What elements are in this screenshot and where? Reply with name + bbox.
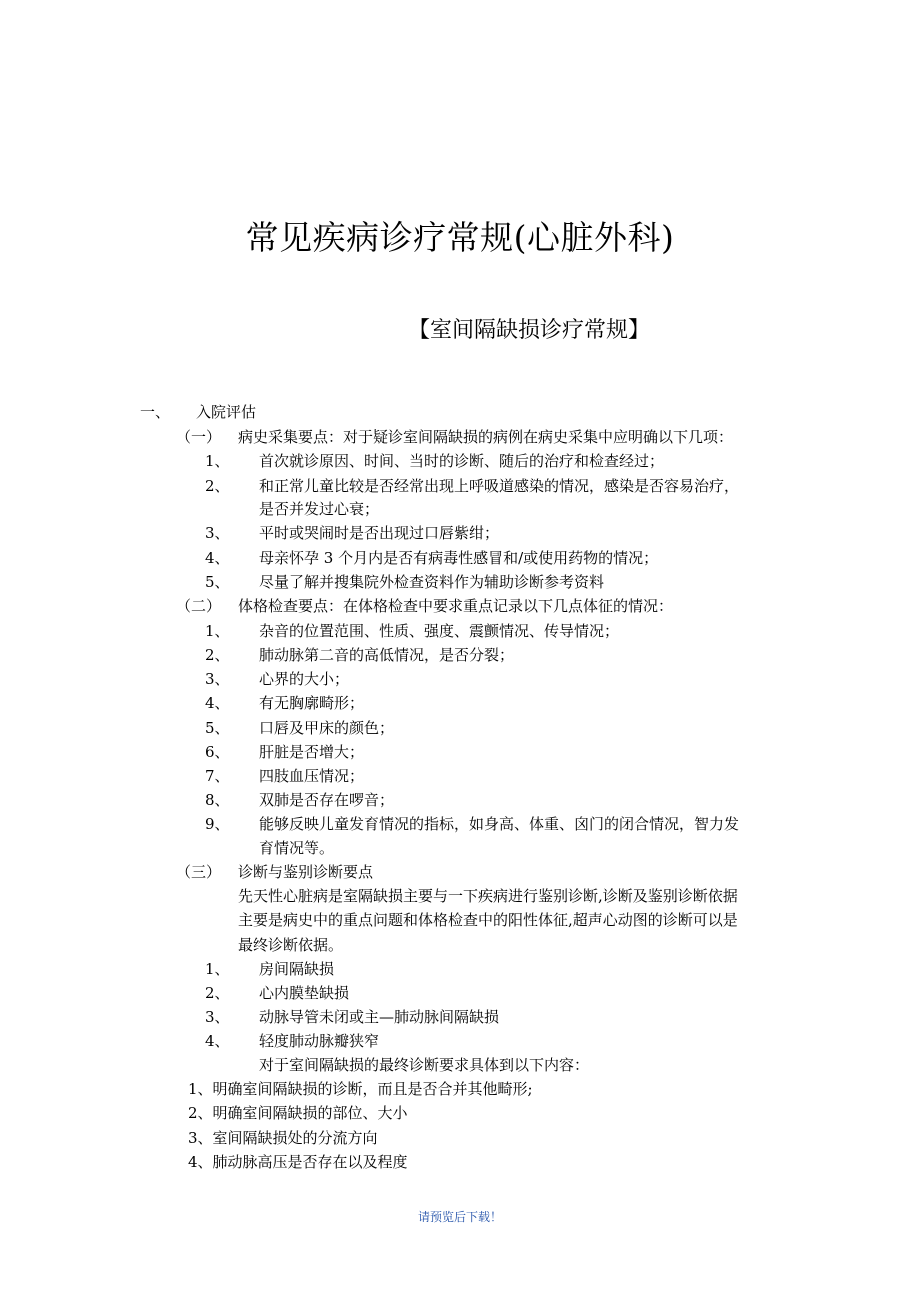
list-item-text: 心内膜垫缺损 (259, 984, 350, 1002)
document-title: 常见疾病诊疗常规(心脏外科) (245, 218, 675, 257)
section-number: 一、 (140, 403, 171, 421)
final-diagnosis-item: 4、肺动脉高压是否存在以及程度 (188, 1153, 408, 1171)
final-diagnosis-item: 2、明确室间隔缺损的部位、大小 (188, 1104, 408, 1122)
list-item-text: 肺动脉第二音的高低情况，是否分裂； (259, 646, 515, 664)
final-diagnosis-item: 1、明确室间隔缺损的诊断，而且是否合并其他畸形; (188, 1080, 533, 1098)
list-item-text: 双肺是否存在啰音； (259, 791, 395, 809)
subsection-heading: 病史采集要点：对于疑诊室间隔缺损的病例在病史采集中应明确以下几项： (238, 428, 734, 446)
subsection-number: （二） (176, 597, 222, 615)
list-item-number: 6、 (205, 743, 230, 761)
list-item-number: 4、 (205, 549, 230, 567)
list-item-number: 3、 (205, 670, 230, 688)
list-item-text: 和正常儿童比较是否经常出现上呼吸道感染的情况，感染是否容易治疗， (259, 477, 740, 495)
list-item-number: 2、 (205, 984, 230, 1002)
list-item-number: 4、 (205, 1032, 230, 1050)
footer-note: 请预览后下载！ (417, 1210, 502, 1224)
subsection-number: （三） (176, 863, 222, 881)
paragraph-line: 最终诊断依据。 (238, 936, 344, 954)
list-item-text: 母亲怀孕 3 个月内是否有病毒性感冒和/或使用药物的情况； (259, 549, 659, 567)
list-item-text: 首次就诊原因、时间、当时的诊断、随后的治疗和检查经过； (259, 452, 665, 470)
list-item-number: 1、 (205, 960, 230, 978)
list-item-number: 5、 (205, 719, 230, 737)
list-item-number: 5、 (205, 573, 230, 591)
list-item-text: 轻度肺动脉瓣狭窄 (259, 1032, 380, 1050)
final-diagnosis-intro: 对于室间隔缺损的最终诊断要求具体到以下内容： (259, 1056, 590, 1074)
list-item-number: 1、 (205, 622, 230, 640)
list-item-text: 杂音的位置范围、性质、强度、震颤情况、传导情况； (259, 622, 620, 640)
list-item-text: 能够反映儿童发育情况的指标，如身高、体重、囟门的闭合情况，智力发 (259, 815, 740, 833)
list-item-number: 2、 (205, 477, 230, 495)
list-item-text-cont: 育情况等。 (259, 839, 335, 857)
list-item-text: 四肢血压情况； (259, 767, 365, 785)
list-item-number: 1、 (205, 452, 230, 470)
final-diagnosis-item: 3、室间隔缺损处的分流方向 (188, 1129, 378, 1147)
subsection-heading: 体格检查要点：在体格检查中要求重点记录以下几点体征的情况： (238, 597, 674, 615)
subsection-number: （一） (176, 428, 222, 446)
list-item-number: 8、 (205, 791, 230, 809)
list-item-text: 有无胸廓畸形； (259, 694, 365, 712)
list-item-text: 平时或哭闹时是否出现过口唇紫绀； (259, 524, 500, 542)
list-item-number: 2、 (205, 646, 230, 664)
paragraph-line: 主要是病史中的重点问题和体格检查中的阳性体征,超声心动图的诊断可以是 (238, 911, 738, 929)
list-item-text: 肝脏是否增大； (259, 743, 365, 761)
list-item-text: 心界的大小； (259, 670, 350, 688)
list-item-text: 口唇及甲床的颜色； (259, 719, 395, 737)
list-item-number: 3、 (205, 1008, 230, 1026)
list-item-text: 动脉导管未闭或主—肺动脉间隔缺损 (259, 1008, 500, 1026)
list-item-number: 4、 (205, 694, 230, 712)
paragraph-line: 先天性心脏病是室隔缺损主要与一下疾病进行鉴别诊断,诊断及鉴别诊断依据 (238, 887, 738, 905)
list-item-text-cont: 是否并发过心衰； (259, 500, 380, 518)
section-heading: 入院评估 (196, 403, 257, 421)
list-item-number: 9、 (205, 815, 230, 833)
list-item-number: 7、 (205, 767, 230, 785)
list-item-text: 房间隔缺损 (259, 960, 335, 978)
document-subtitle: 【室间隔缺损诊疗常规】 (408, 318, 651, 343)
list-item-text: 尽量了解并搜集院外检查资料作为辅助诊断参考资料 (259, 573, 605, 591)
subsection-heading: 诊断与鉴别诊断要点 (238, 863, 374, 881)
list-item-number: 3、 (205, 524, 230, 542)
